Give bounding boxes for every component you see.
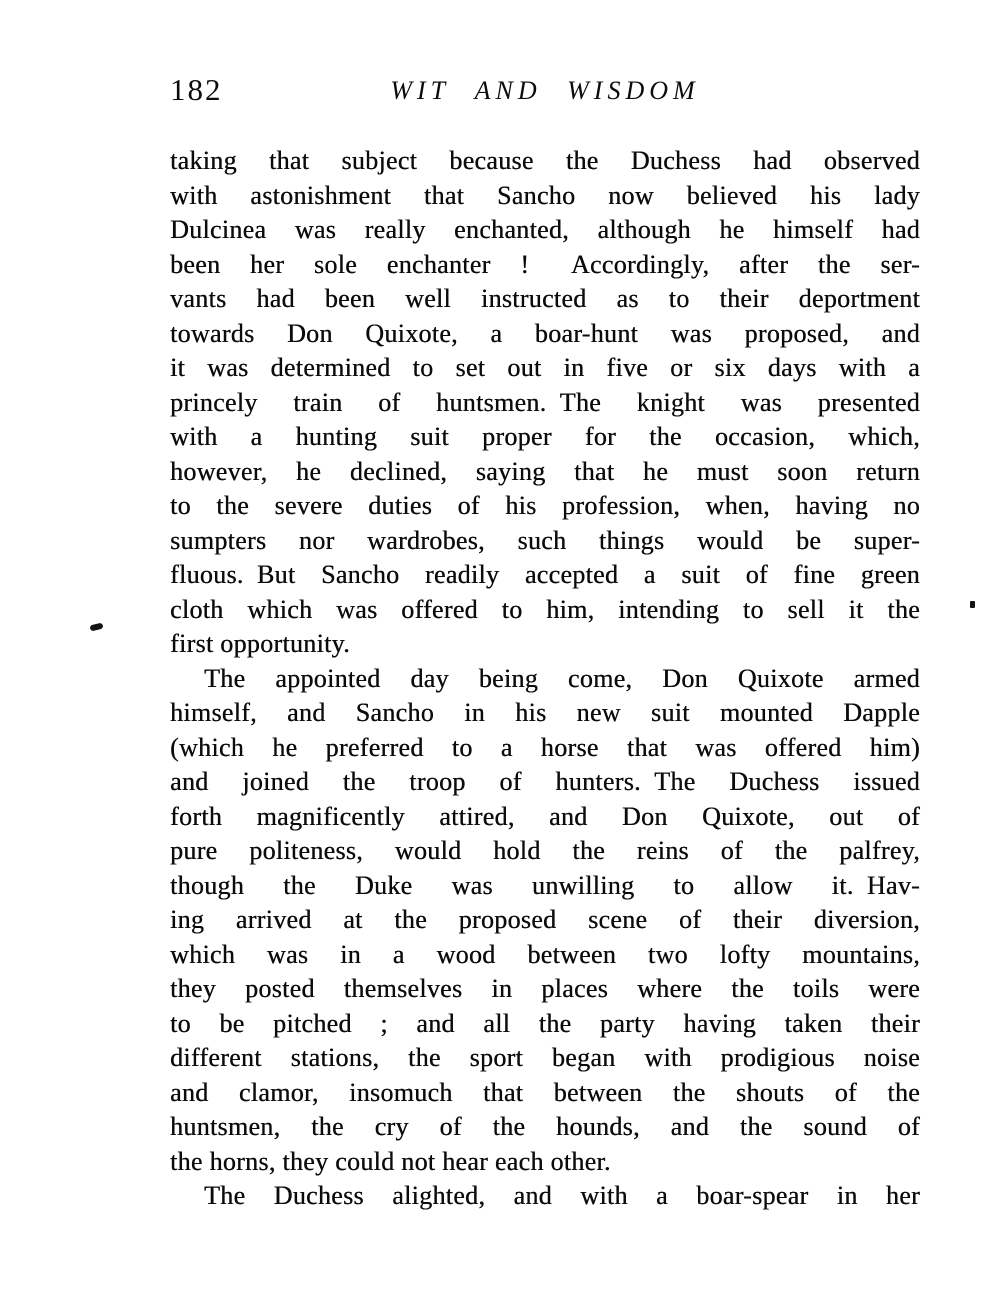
text-line: himself, and Sancho in his new suit mounted Dapple <box>170 698 920 727</box>
text-line: towards Don Quixote, a boar-hunt was proposed, and <box>170 318 920 348</box>
body-text <box>170 144 920 1214</box>
ink-speck <box>970 601 975 608</box>
running-header: WIT AND WISDOM <box>390 76 700 105</box>
text-line: though the Duke was unwilling to allow it. Hav- <box>170 870 920 900</box>
text-line: which was in a wood between two lofty mountains, <box>170 939 920 969</box>
text-line: huntsmen, the cry of the hounds, and the sound of <box>170 1112 920 1141</box>
text-line: ing arrived at the proposed scene of their diversion, <box>170 905 920 934</box>
page-header <box>170 72 920 114</box>
text-line: princely train of huntsmen. The knight was presented <box>170 387 920 417</box>
text-line: forth magnificently attired, and Don Quixote, out of <box>170 801 920 831</box>
text-line: sumpters nor wardrobes, such things would be super- <box>170 525 920 555</box>
text-line: with astonishment that Sancho now believed his lady <box>170 180 920 210</box>
text-line: cloth which was offered to him, intending to sell it the <box>170 594 920 624</box>
text-line: The Duchess alighted, and with a boar-spear in her <box>204 1181 920 1210</box>
text-line: been her sole enchanter ! Accordingly, after the ser- <box>170 249 920 279</box>
page-number: 182 <box>170 72 223 107</box>
text-line: The appointed day being come, Don Quixote armed <box>204 663 920 693</box>
text-line: taking that subject because the Duchess had observed <box>170 146 920 175</box>
text-line: (which he preferred to a horse that was offered him) <box>170 732 920 762</box>
text-line: with a hunting suit proper for the occasion, which, <box>170 422 920 451</box>
text-line: different stations, the sport began with prodigious noise <box>170 1043 920 1072</box>
text-line: fluous. But Sancho readily accepted a suit of fine green <box>170 560 920 589</box>
text-line: first opportunity. <box>170 629 350 658</box>
text-line: and clamor, insomuch that between the shouts of the <box>170 1077 920 1107</box>
text-line: vants had been well instructed as to their deportment <box>170 284 920 313</box>
text-line: to be pitched ; and all the party having taken their <box>170 1008 920 1038</box>
text-line: pure politeness, would hold the reins of the palfrey, <box>170 836 920 865</box>
text-line: to the severe duties of his profession, when, having no <box>170 491 920 520</box>
text-line: it was determined to set out in five or six days with a <box>170 353 920 382</box>
text-line: Dulcinea was really enchanted, although he himself had <box>170 215 920 244</box>
text-line: the horns, they could not hear each other. <box>170 1146 611 1176</box>
ink-speck <box>89 623 103 632</box>
text-line: and joined the troop of hunters. The Duchess issued <box>170 767 920 796</box>
text-line: however, he declined, saying that he must soon return <box>170 456 920 486</box>
text-line: they posted themselves in places where the toils were <box>170 974 920 1003</box>
